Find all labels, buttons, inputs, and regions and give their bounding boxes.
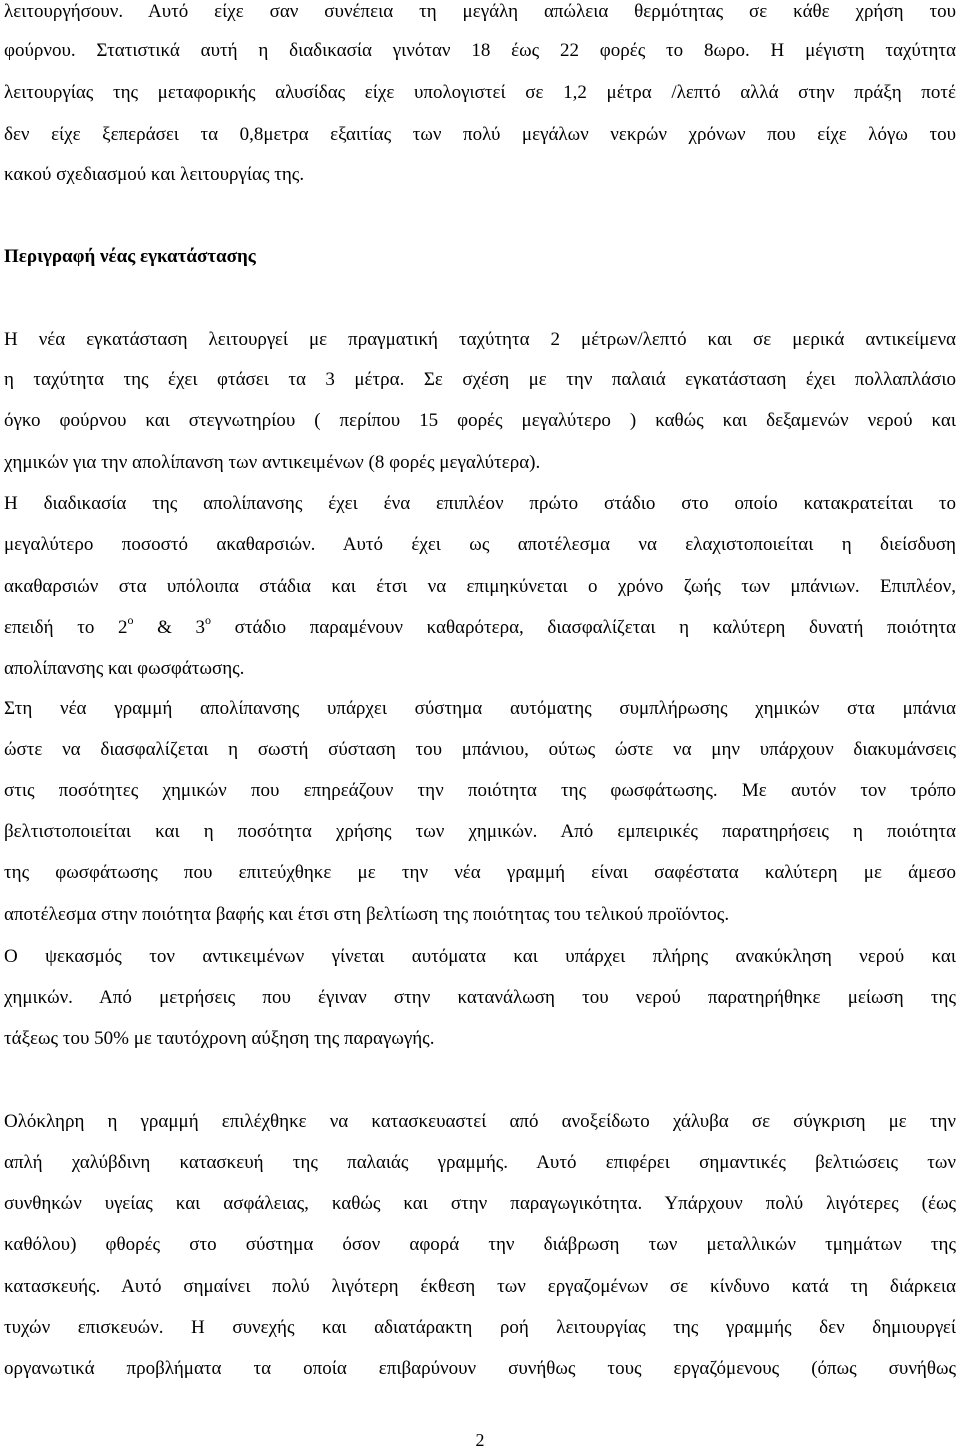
text-line: χημικών για την απολίπανση των αντικειμένων (8 φορές μεγαλύτερα). — [4, 452, 541, 473]
text-line: η ταχύτητα της έχει φτάσει τα 3 μέτρα. Σε σχέση με την παλαιά εγκατάσταση έχει πολλαπλάσιο — [4, 369, 956, 390]
text-line: ακαθαρσιών στα υπόλοιπα στάδια και έτσι να επιμηκύνεται ο χρόνο ζωής των μπάνιων. Επιπλέον, — [4, 576, 956, 597]
text-line: χημικών. Από μετρήσεις που έγιναν στην κατανάλωση του νερού παρατηρήθηκε μείωση της — [4, 987, 956, 1008]
stage-text-pre: επειδή το 2 — [4, 617, 128, 638]
text-line: κατασκευής. Αυτό σημαίνει πολύ λιγότερη έκθεση των εργαζομένων σε κίνδυνο κατά τη διάρκεια — [4, 1276, 956, 1297]
stage-text-post: στάδιο παραμένουν καθαρότερα, διασφαλίζεται η καλύτερη δυνατή ποιότητα — [211, 617, 956, 638]
text-line: ώστε να διασφαλίζεται η σωστή σύσταση του μπάνιου, ούτως ώστε να μην υπάρχουν διακυμάνσεις — [4, 739, 956, 760]
text-line: τυχών επισκευών. Η συνεχής και αδιατάρακτη ροή λειτουργίας της γραμμής δεν δημιουργεί — [4, 1317, 956, 1338]
section-heading: Περιγραφή νέας εγκατάστασης — [4, 246, 256, 267]
superscript: ο — [205, 612, 212, 627]
text-line: λειτουργίας της μεταφορικής αλυσίδας είχε υπολογιστεί σε 1,2 μέτρα /λεπτό αλλά στην πράξη ποτέ — [4, 82, 956, 103]
text-line: τάξεως του 50% με ταυτόχρονη αύξηση της παραγωγής. — [4, 1028, 435, 1049]
text-line: αποτέλεσμα στην ποιότητα βαφής και έτσι στη βελτίωση της ποιότητας του τελικού προϊόντος. — [4, 904, 730, 925]
text-line: δεν είχε ξεπεράσει τα 0,8μετρα εξαιτίας των πολύ μεγάλων νεκρών χρόνων που είχε λόγω του — [4, 124, 956, 145]
text-line: οργανωτικά προβλήματα τα οποία επιβαρύνουν συνήθως τους εργαζόμενους (όπως συνήθως — [4, 1358, 956, 1379]
text-line: της φωσφάτωσης που επιτεύχθηκε με την νέα γραμμή είναι σαφέστατα καλύτερη με άμεσο — [4, 862, 956, 883]
text-line: Ολόκληρη η γραμμή επιλέχθηκε να κατασκευαστεί από ανοξείδωτο χάλυβα σε σύγκριση με την — [4, 1111, 956, 1132]
text-line: συνθηκών υγείας και ασφάλειας, καθώς και στην παραγωγικότητα. Υπάρχουν πολύ λιγότερες (έως — [4, 1193, 956, 1214]
text-line: Ο ψεκασμός τον αντικειμένων γίνεται αυτόματα και υπάρχει πλήρης ανακύκληση νερού και — [4, 946, 956, 967]
text-line: απολίπανσης και φωσφάτωσης. — [4, 658, 245, 679]
text-line: βελτιστοποιείται και η ποσότητα χρήσης των χημικών. Από εμπειρικές παρατηρήσεις η ποιότητα — [4, 821, 956, 842]
page-number: 2 — [475, 1430, 485, 1450]
text-line: Στη νέα γραμμή απολίπανσης υπάρχει σύστημα αυτόματης συμπλήρωσης χημικών στα μπάνια — [4, 698, 956, 719]
text-line: στις ποσότητες χημικών που επηρεάζουν την ποιότητα της φωσφάτωσης. Με αυτόν τον τρόπο — [4, 780, 956, 801]
stage-line — [4, 612, 956, 640]
text-line: κακού σχεδιασμού και λειτουργίας της. — [4, 164, 305, 185]
text-line: απλή χαλύβδινη κατασκευή της παλαιάς γραμμής. Αυτό επιφέρει σημαντικές βελτιώσεις των — [4, 1152, 956, 1173]
text-line: Η νέα εγκατάσταση λειτουργεί με πραγματική ταχύτητα 2 μέτρων/λεπτό και σε μερικά αντικείμενα — [4, 329, 956, 350]
stage-text-mid: & 3 — [133, 617, 206, 638]
text-line: μεγαλύτερο ποσοστό ακαθαρσιών. Αυτό έχει ως αποτέλεσμα να ελαχιστοποιείται η διείσδυση — [4, 534, 956, 555]
text-line: φούρνου. Στατιστικά αυτή η διαδικασία γινόταν 18 έως 22 φορές το 8ωρο. Η μέγιστη ταχύτητα — [4, 40, 956, 61]
text-line: Η διαδικασία της απολίπανσης έχει ένα επιπλέον πρώτο στάδιο στο οποίο κατακρατείται το — [4, 493, 956, 514]
superscript: ο — [127, 612, 134, 627]
text-line: όγκο φούρνου και στεγνωτηρίου ( περίπου 15 φορές μεγαλύτερο ) καθώς και δεξαμενών νερού και — [4, 410, 956, 431]
text-line: καθόλου) φθορές στο σύστημα όσον αφορά την διάβρωση των μεταλλικών τμημάτων της — [4, 1234, 956, 1255]
text-line: λειτουργήσουν. Αυτό είχε σαν συνέπεια τη μεγάλη απώλεια θερμότητας σε κάθε χρήση του — [4, 1, 956, 22]
